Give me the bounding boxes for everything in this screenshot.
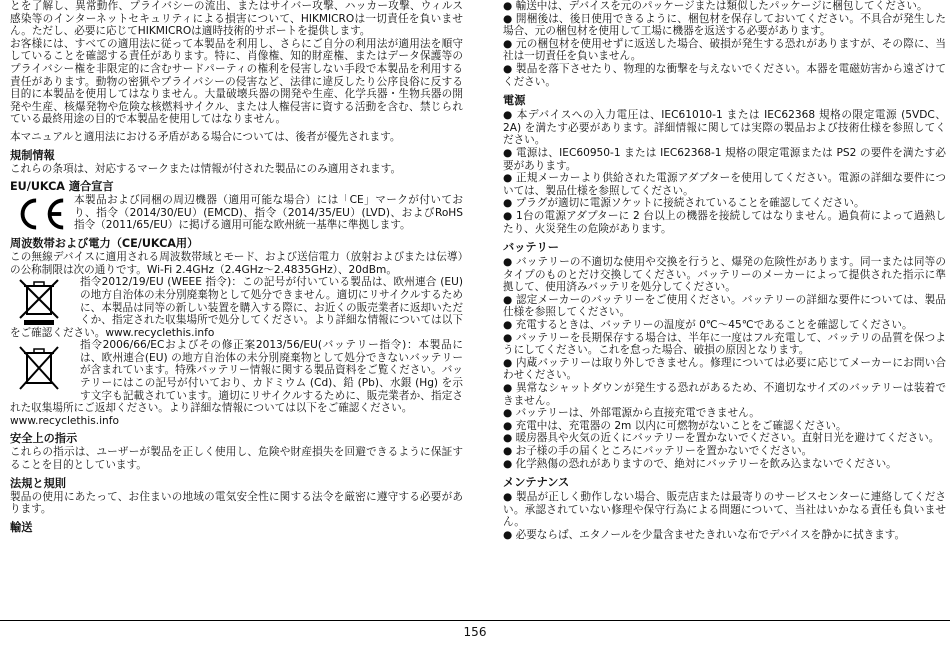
battery-heading: バッテリー: [503, 241, 559, 255]
crossed-bin-icon: [16, 343, 62, 393]
safety-heading: 安全上の指示: [10, 432, 78, 446]
power-bullet: ● 正規メーカーより供給された電源アダプターを使用してください。電源の詳細な要件については、製品仕様を参照してください。: [503, 172, 946, 197]
left-column: [10, 0, 463, 535]
eu-ukca-heading: EU/UKCA 適合宣言: [10, 180, 114, 194]
maintenance-heading: メンテナンス: [503, 476, 570, 490]
power-bullet: ● 本デバイスへの入力電圧は、IEC61010-1 または IEC62368 規格の限定電源 (5VDC、2A) を満たす必要があります。詳細情報に関しては実際の製品および技術仕様を参照してください。: [503, 109, 946, 147]
law-heading: 法規と規則: [10, 476, 66, 490]
frequency-heading: 周波数帯および電力（CE/UKCA用）: [10, 237, 199, 251]
battery-bullet: ● 内蔵バッテリーは取り外しできません。修理については必要に応じてメーカーにお問い合わせください。: [503, 356, 946, 382]
transport-bullet: ● 開梱後は、後日使用できるように、梱包材を保存しておいてください。不具合が発生した場合、元の梱包材を使用して工場に機器を返送する必要があります。: [503, 12, 946, 38]
battery-bullet: ● 認定メーカーのバッテリーをご使用ください。バッテリーの詳細な要件については、製品仕様を参照してください。: [503, 293, 946, 319]
intro-paragraph: お客様には、すべての適用法に従って本製品を利用し、さらにご自分の利用法が適用法を順守していることを確認する責任があります。特に、肖像権、知的財産権、またはデータ保護等のプライバシー権を非限定的に含むサードパーティの権利を侵害しない手段で本製品を利用する責任があります。動物の密猟やプライバシーの侵害など、法律に違反したり公序良俗に反する目的に本製品を使用してはなりません。大量破壊兵器の開発や生産、化学兵器・生物兵器の開発や生産、核爆発物や危険な核燃料サイクル、または人権侵害に資する活動を含む、禁じられている最終用途の目的で本製品を使用してはなりません。: [10, 37, 463, 126]
battery-directive-block: [10, 339, 463, 415]
battery-directive-text: 指令2006/66/ECおよびその修正案2013/56/EU(バッテリー指令)：本製品には、欧州連合(EU) の地方自治体の未分別廃棄物として処分できないバッテリーが含まれています。特殊バッテリー情報に関する製品資料をご覧ください。バッテリーにはこの記号が付いており、カドミウム (Cd)、鉛 (Pb)、水銀 (Hg) を示す文字も記載されています。適切にリサイクルするために、販売業者か、指定された収集場所にご返却ください。より詳細な情報については以下をご確認ください。: [10, 339, 463, 415]
ce-text: 本製品および同梱の周辺機器（適用可能な場合）には「CE」マークが付いており、指令（2014/30/EU）(EMCD)、指令（2014/35/EU）(LVD)、およびRoHS指令（2011/65/EU）に掲げる適用可能な欧州統一基準に準拠します。: [74, 194, 463, 232]
battery-bullet: ● 充電中は、充電器の 2m 以内に可燃物がないことをご確認ください。: [503, 419, 847, 432]
power-bullet: ● 電源は、IEC60950-1 または IEC62368-1 規格の限定電源または PS2 の要件を満たす必要があります。: [503, 146, 946, 172]
ce-block: [10, 194, 463, 232]
power-heading: 電源: [503, 94, 526, 108]
frequency-text: この無線デバイスに適用される周波数帯域とモード、および送信電力（放射およびまたは伝導）の公称制限は次の通りです。Wi-Fi 2.4GHz（2.4GHz～2.4835GHz）、20dBm。: [10, 251, 463, 276]
battery-bullet: ● お子様の手の届くところにバッテリーを置かないでください。: [503, 445, 813, 457]
transport-heading: 輸送: [10, 520, 33, 534]
crossed-bin-icon: [16, 278, 62, 326]
battery-bullet: ● バッテリーを長期保存する場合は、半年に一度はフル充電して、バッテリの品質を保つようにしてください。これを怠った場合、破損の原因となります。: [503, 331, 946, 357]
battery-bullet: ● 暖房器具や火気の近くにバッテリーを置かないでください。直射日光を避けてください。: [503, 432, 940, 445]
battery-bullet: ● バッテリーは、外部電源から直接充電できません。: [503, 407, 760, 420]
battery-bullet: ● バッテリーの不適切な使用や交換を行うと、爆発の危険性があります。同一または同等のタイプのものとだけ交換してください。バッテリーのメーカーによって提供された指示に準拠して、使用済みバッテリを処分してください。: [503, 256, 946, 294]
maintenance-bullet: ● 必要ならば、エタノールを少量含ませたきれいな布でデバイスを静かに拭きます。: [503, 528, 906, 541]
power-bullet: ● プラグが適切に電源ソケットに接続されていることを確認してください。: [503, 197, 865, 210]
law-text: 製品の使用にあたって、お住まいの地域の電気安全性に関する法令を厳密に遵守する必要があります。: [10, 490, 463, 516]
page-number: 156: [463, 625, 487, 639]
transport-bullet: ● 輸送中は、デバイスを元のパッケージまたは類似したパッケージに梱包してください。: [503, 0, 928, 12]
battery-bullet: ● 充電するときは、バッテリーの温度が 0℃～45℃であることを確認してください。: [503, 319, 913, 332]
recycle-link[interactable]: www.recyclethis.info: [10, 414, 119, 427]
battery-bullet: ● 異常なシャットダウンが発生する恐れがあるため、不適切なサイズのバッテリーは装着できません。: [503, 382, 946, 407]
intro-paragraph: 本マニュアルと適用法における矛盾がある場合については、後者が優先されます。: [10, 130, 401, 143]
regulatory-text: これらの条項は、対応するマークまたは情報が付された製品にのみ適用されます。: [10, 162, 402, 175]
regulatory-heading: 規制情報: [10, 148, 55, 162]
footer-divider: [0, 620, 950, 621]
intro-paragraph: とを了解し、異常動作、プライバシーの流出、またはサイバー攻撃、ハッカー攻撃、ウィルス感染等のインターネットセキュリティによる損害について、HIKMICROは一切責任を負いません。ただし、必要に応じてHIKMICROは適時技術的サポートを提供します。: [10, 0, 463, 38]
safety-text: これらの指示は、ユーザーが製品を正しく使用し、危険や財産損失を回避できるように保証することを目的としています。: [10, 446, 463, 472]
power-bullet: ● 1台の電源アダプターに 2 台以上の機器を接続してはなりません。過負荷によって過熱したり、火災発生の危険があります。: [503, 209, 946, 235]
maintenance-bullet: ● 製品が正しく動作しない場合、販売店または最寄りのサービスセンターに連絡してください。承認されていない修理や保守行為による問題について、当社はいかなる責任も負いません。: [503, 491, 946, 529]
weee-block: [10, 276, 463, 339]
transport-bullet: ● 元の梱包材を使用せずに返送した場合、破損が発生する恐れがありますが、その際に、当社は一切責任を負いません。: [503, 37, 946, 63]
right-column: [503, 0, 946, 542]
battery-bullet: ● 化学熱傷の恐れがありますので、絶対にバッテリーを飲み込まないでください。: [503, 457, 897, 470]
weee-text: 指令2012/19/EU (WEEE 指令)：この記号が付いている製品は、欧州連合 (EU) の地方自治体の未分別廃棄物として処分できません。適切にリサイクルするために、本製品は同等の新しい装置を購入する際に、お近くの販売業者に返却いただくか、指定された収集場所で処分してください。より詳細な情報については以下をご確認ください。www.recyclethis.info: [10, 276, 463, 339]
transport-bullet: ● 製品を落下させたり、物理的な衝撃を与えないでください。本器を電磁妨害から遠ざけてください。: [503, 62, 946, 88]
ce-mark-icon: [10, 196, 68, 232]
